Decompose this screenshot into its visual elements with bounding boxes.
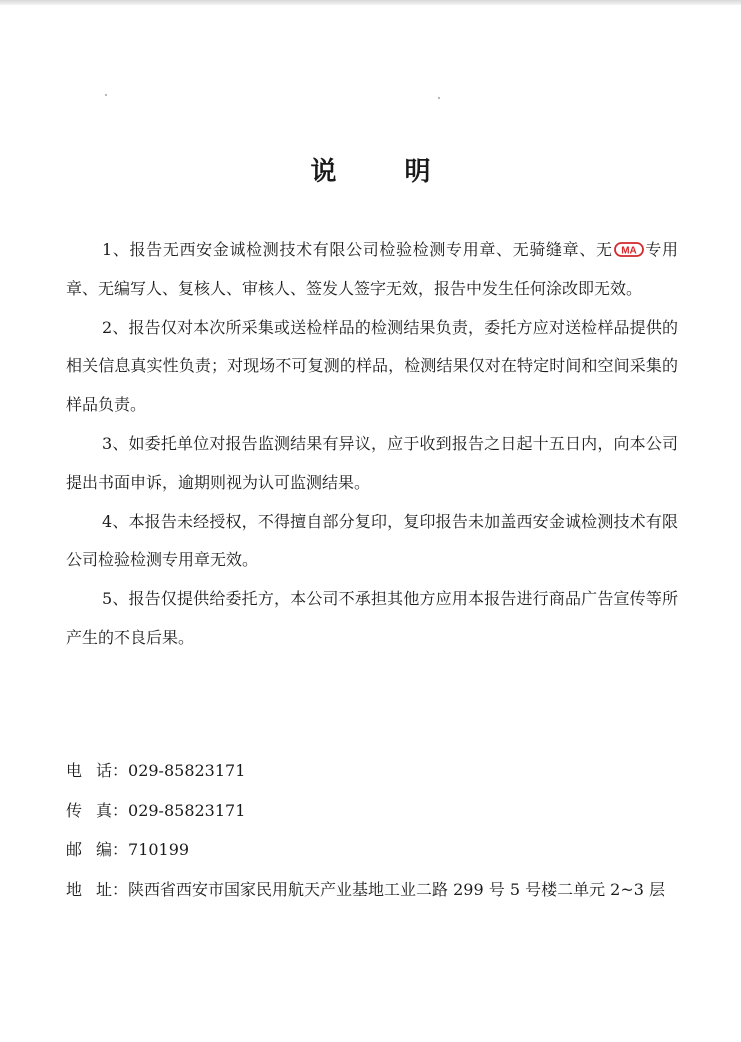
contact-phone-value: 029-85823171 xyxy=(128,761,246,780)
contact-address-label: 地址 xyxy=(66,879,112,899)
contact-separator: ： xyxy=(112,840,129,859)
page-title xyxy=(0,152,741,192)
contact-phone-label: 电话 xyxy=(66,761,112,780)
contact-postcode xyxy=(66,830,706,870)
title-char-right: 明 xyxy=(404,157,431,187)
contact-postcode-label: 邮编 xyxy=(66,840,112,859)
cma-logo-text: MA xyxy=(620,245,637,257)
contact-fax-label: 传真 xyxy=(66,800,112,820)
contact-postcode-value: 710199 xyxy=(128,840,190,859)
contact-separator: ： xyxy=(112,800,129,820)
paragraph-1-text-before: 1、报告无西安金诚检测技术有限公司检验检测专用章、无骑缝章、无 xyxy=(102,240,613,259)
cma-logo-icon xyxy=(614,242,644,257)
contact-info xyxy=(66,751,706,909)
notice-paragraph-4: 4、本报告未经授权，不得擅自部分复印，复印报告未加盖西安金诚检测技术有限公司检验检测专用章无效。 xyxy=(66,511,678,570)
contact-separator: ： xyxy=(112,879,129,899)
notice-paragraph-2: 2、报告仅对本次所采集或送检样品的检测结果负责，委托方应对送检样品提供的相关信息真实性负责；对现场不可复测的样品，检测结果仅对在特定时间和空间采集的样品负责。 xyxy=(66,317,678,415)
title-char-left: 说 xyxy=(310,157,337,187)
notice-paragraph-3: 3、如委托单位对报告监测结果有异议，应于收到报告之日起十五日内，向本公司提出书面申诉，逾期则视为认可监测结果。 xyxy=(66,433,678,492)
notice-paragraph-5: 5、报告仅提供给委托方，本公司不承担其他方应用本报告进行商品广告宣传等所产生的不良后果。 xyxy=(66,589,678,647)
contact-fax xyxy=(66,791,706,831)
scan-speck xyxy=(105,94,107,96)
scan-speck xyxy=(438,97,440,99)
contact-phone xyxy=(66,751,706,791)
contact-address xyxy=(66,870,706,910)
contact-fax-value: 029-85823171 xyxy=(128,800,246,820)
page-top-edge xyxy=(0,0,741,5)
contact-address-value: 陕西省西安市国家民用航天产业基地工业二路 299 号 5 号楼二单元 2~3 层 xyxy=(128,879,666,899)
contact-separator: ： xyxy=(112,761,129,780)
notice-paragraph-1 xyxy=(66,231,678,309)
notice-body xyxy=(66,231,678,658)
paragraph-1-text-after: 专用章、无编写人、复核人、审核人、签发人签字无效，报告中发生任何涂改即无效。 xyxy=(66,240,678,298)
